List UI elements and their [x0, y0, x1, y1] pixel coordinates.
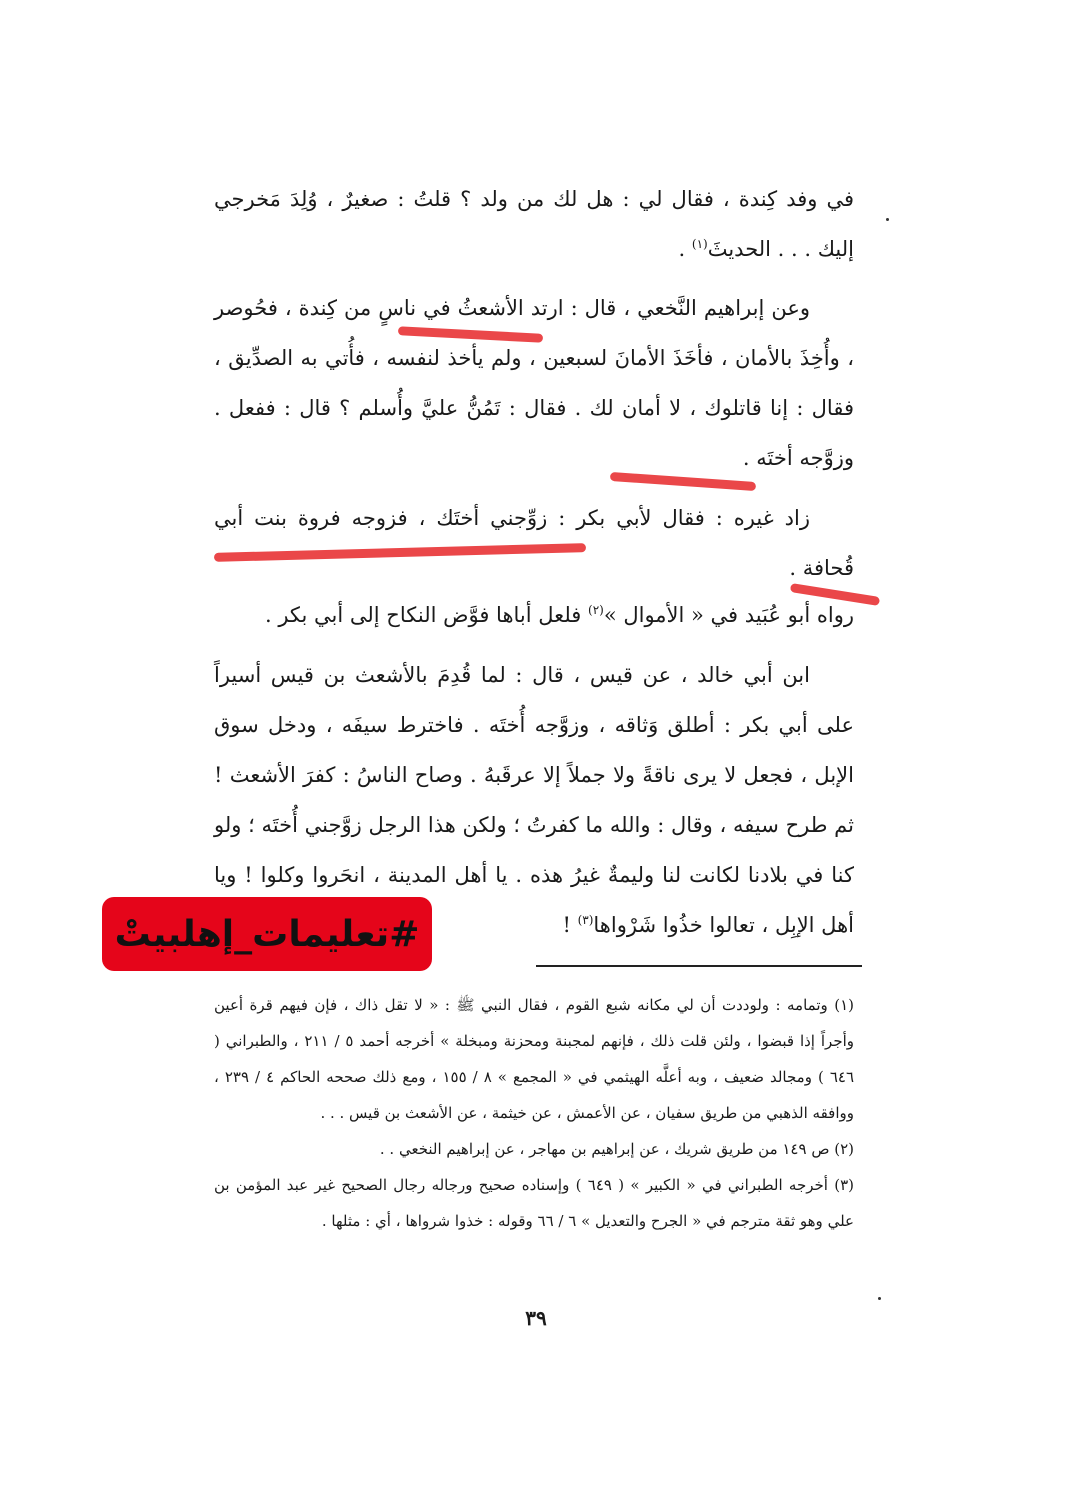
- footnote-ref-2: (٢): [588, 603, 604, 617]
- paragraph-4-text-a: رواه أبو عُبَيد في « الأموال »: [603, 603, 854, 627]
- paragraph-3-text: زاد غيره : فقال لأبي بكر : زوِّجني أختَك ، فزوجه فروة بنت أبي قُحافة .: [214, 506, 854, 580]
- footnote-separator: [536, 965, 862, 967]
- paragraph-5-text: ابن أبي خالد ، عن قيس ، قال : لما قُدِمَ بالأشعث بن قيس أسيراً على أبي بكر : أطلق وَثاقه ، وزوَّجه أُختَه . فاخترط سيفَه ، ودخل سوق الإبل ، فجعل لا يرى ناقةً ولا جملاً إلا عرقَبهُ . وصاح الناسُ : كفرَ الأشعث ! ثم طرح سيفه ، وقال : والله ما كفرتُ ؛ ولكن هذا الرجل زوَّجني أُختَه ؛ ولو كنا في بلادنا لكانت لنا وليمةٌ غيرُ هذه . يا أهل المدينة ، انحَروا وكلوا ! ويا أهل الإبِل ، تعالوا خذُوا شَرْواها: [214, 663, 855, 937]
- footnotes: [214, 987, 854, 1239]
- paragraph-2: [214, 283, 854, 483]
- paragraph-3: [214, 493, 854, 593]
- paragraph-5-end: !: [562, 913, 578, 937]
- footnote-ref-3: (٣): [577, 913, 594, 927]
- page-number: ٣٩: [525, 1306, 547, 1330]
- footnote-ref-1: (١): [691, 237, 708, 251]
- footnote-2: (٢) ص ١٤٩ من طريق شريك ، عن إبراهيم بن مهاجر ، عن إبراهيم النخعي . .: [379, 1140, 854, 1158]
- scan-speck: [886, 218, 889, 221]
- paragraph-1-text: في وفد كِندة ، فقال لي : هل لك من ولد ؟ قلتُ : صغيرٌ ، وُلِدَ مَخرجي إليك . . . الحديثَ: [214, 187, 854, 261]
- paragraph-4-text-b: فلعل أباها فوَّض النكاح إلى أبي بكر .: [264, 603, 582, 627]
- paragraph-4: [214, 590, 854, 640]
- scan-speck: [878, 1297, 881, 1300]
- paragraph-1: في وفد كِندة ، فقال لي : هل لك من ولد ؟ قلتُ : صغيرٌ ، وُلِدَ مَخرجي إليك . . . الحديثَ$^{(١)}$ .: [214, 187, 854, 261]
- paragraph-2-text: وعن إبراهيم النَّخعي ، قال : ارتد الأشعثُ في ناسٍ من كِندة ، فحُوصر ، وأُخِذَ بالأمان ، فأخَذَ الأمانَ لسبعين ، ولم يأخذ لنفسه ، فأُتي به الصدِّيق ، فقال : إنا قاتلوك ، لا أمان لك . فقال : تَمُنُّ عليَّ وأُسلم ؟ قال : ففعل . وزوَّجه أختَه .: [214, 296, 854, 470]
- watermark-hashtag-badge: #تعليمات_إهلبيتْ: [102, 897, 432, 971]
- footnote-1: (١) وتمامه : ولوددت أن لي مكانه شبع القوم ، فقال النبي ﷺ : « لا تقل ذاك ، فإن فيهم قرة أعين وأجراً إذا قبضوا ، ولئن قلت ذلك ، فإنهم لمجبنة ومحزنة ومبخلة » أخرجه أحمد ٥ / ٢١١ ، والطبراني ( ٦٤٦ ) ومجالد ضعيف ، وبه أعلَّه الهيثمي في « المجمع » ٨ / ١٥٥ ، ومع ذلك صححه الحاكم ٤ / ٢٣٩ ، ووافقه الذهبي من طريق سفيان ، عن الأعمش ، عن خيثمة ، عن الأشعث بن قيس . . .: [214, 996, 855, 1122]
- footnote-3: (٣) أخرجه الطبراني في « الكبير » ( ٦٤٩ ) وإسناده صحيح ورجاله رجال الصحيح غير عبد المؤمن بن علي وهو ثقة مترجم في « الجرح والتعديل » ٦ / ٦٦ وقوله : خذوا شرواها ، أي : مثلها .: [214, 1176, 855, 1230]
